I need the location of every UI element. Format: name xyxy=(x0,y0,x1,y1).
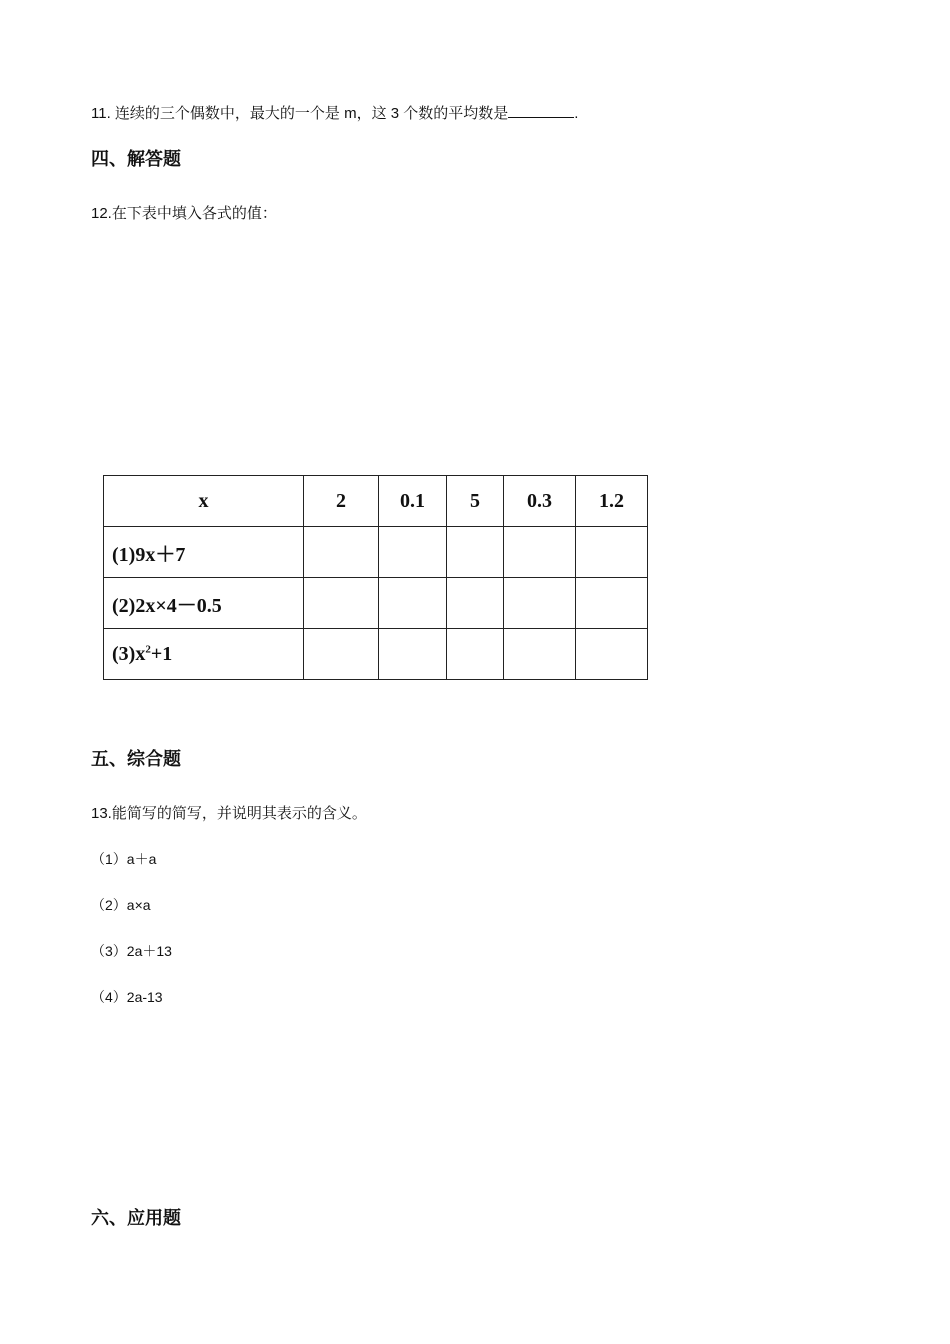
answer-cell[interactable] xyxy=(304,527,379,578)
answer-cell[interactable] xyxy=(576,629,648,680)
question-13-item: （1）a＋a xyxy=(91,851,157,867)
x-value-cell: 1.2 xyxy=(576,476,648,527)
answer-cell[interactable] xyxy=(304,629,379,680)
answer-cell[interactable] xyxy=(379,629,447,680)
table-row xyxy=(104,527,648,578)
section-6-heading: 六、应用题 xyxy=(91,1208,181,1228)
table-row xyxy=(104,578,648,629)
expression-base: (3)x xyxy=(112,642,146,665)
question-11 xyxy=(91,103,578,124)
x-value-cell: 0.1 xyxy=(379,476,447,527)
exponent: 2 xyxy=(145,642,151,655)
section-4-heading: 四、解答题 xyxy=(91,149,181,169)
answer-cell[interactable] xyxy=(447,629,504,680)
answer-cell[interactable] xyxy=(576,527,648,578)
answer-cell[interactable] xyxy=(447,578,504,629)
x-label-cell: x xyxy=(104,476,304,527)
expression-label: (1)9x＋7 xyxy=(104,527,304,578)
table-row xyxy=(104,629,648,680)
answer-cell[interactable] xyxy=(576,578,648,629)
section-5-heading: 五、综合题 xyxy=(91,749,181,769)
question-13-item: （2）a×a xyxy=(91,897,151,913)
question-13-item: （4）2a-13 xyxy=(91,989,163,1005)
expression-label xyxy=(104,629,304,680)
expression-label: (2)2x×4－0.5 xyxy=(104,578,304,629)
x-value-cell: 2 xyxy=(304,476,379,527)
x-value-cell: 0.3 xyxy=(504,476,576,527)
question-11-period: . xyxy=(574,105,579,122)
answer-cell[interactable] xyxy=(379,527,447,578)
x-value-cell: 5 xyxy=(447,476,504,527)
answer-cell[interactable] xyxy=(447,527,504,578)
answer-cell[interactable] xyxy=(504,629,576,680)
table-header-row xyxy=(104,476,648,527)
question-13-item: （3）2a＋13 xyxy=(91,943,172,959)
values-table xyxy=(103,475,648,680)
question-12-text: 12.在下表中填入各式的值： xyxy=(91,205,277,222)
answer-cell[interactable] xyxy=(304,578,379,629)
answer-cell[interactable] xyxy=(504,527,576,578)
question-13-text: 13.能简写的简写，并说明其表示的含义。 xyxy=(91,805,367,822)
answer-cell[interactable] xyxy=(379,578,447,629)
answer-blank[interactable] xyxy=(508,103,574,118)
answer-cell[interactable] xyxy=(504,578,576,629)
expression-tail: +1 xyxy=(150,642,173,665)
question-11-text: 11. 连续的三个偶数中，最大的一个是 m，这 3 个数的平均数是 xyxy=(91,105,509,122)
